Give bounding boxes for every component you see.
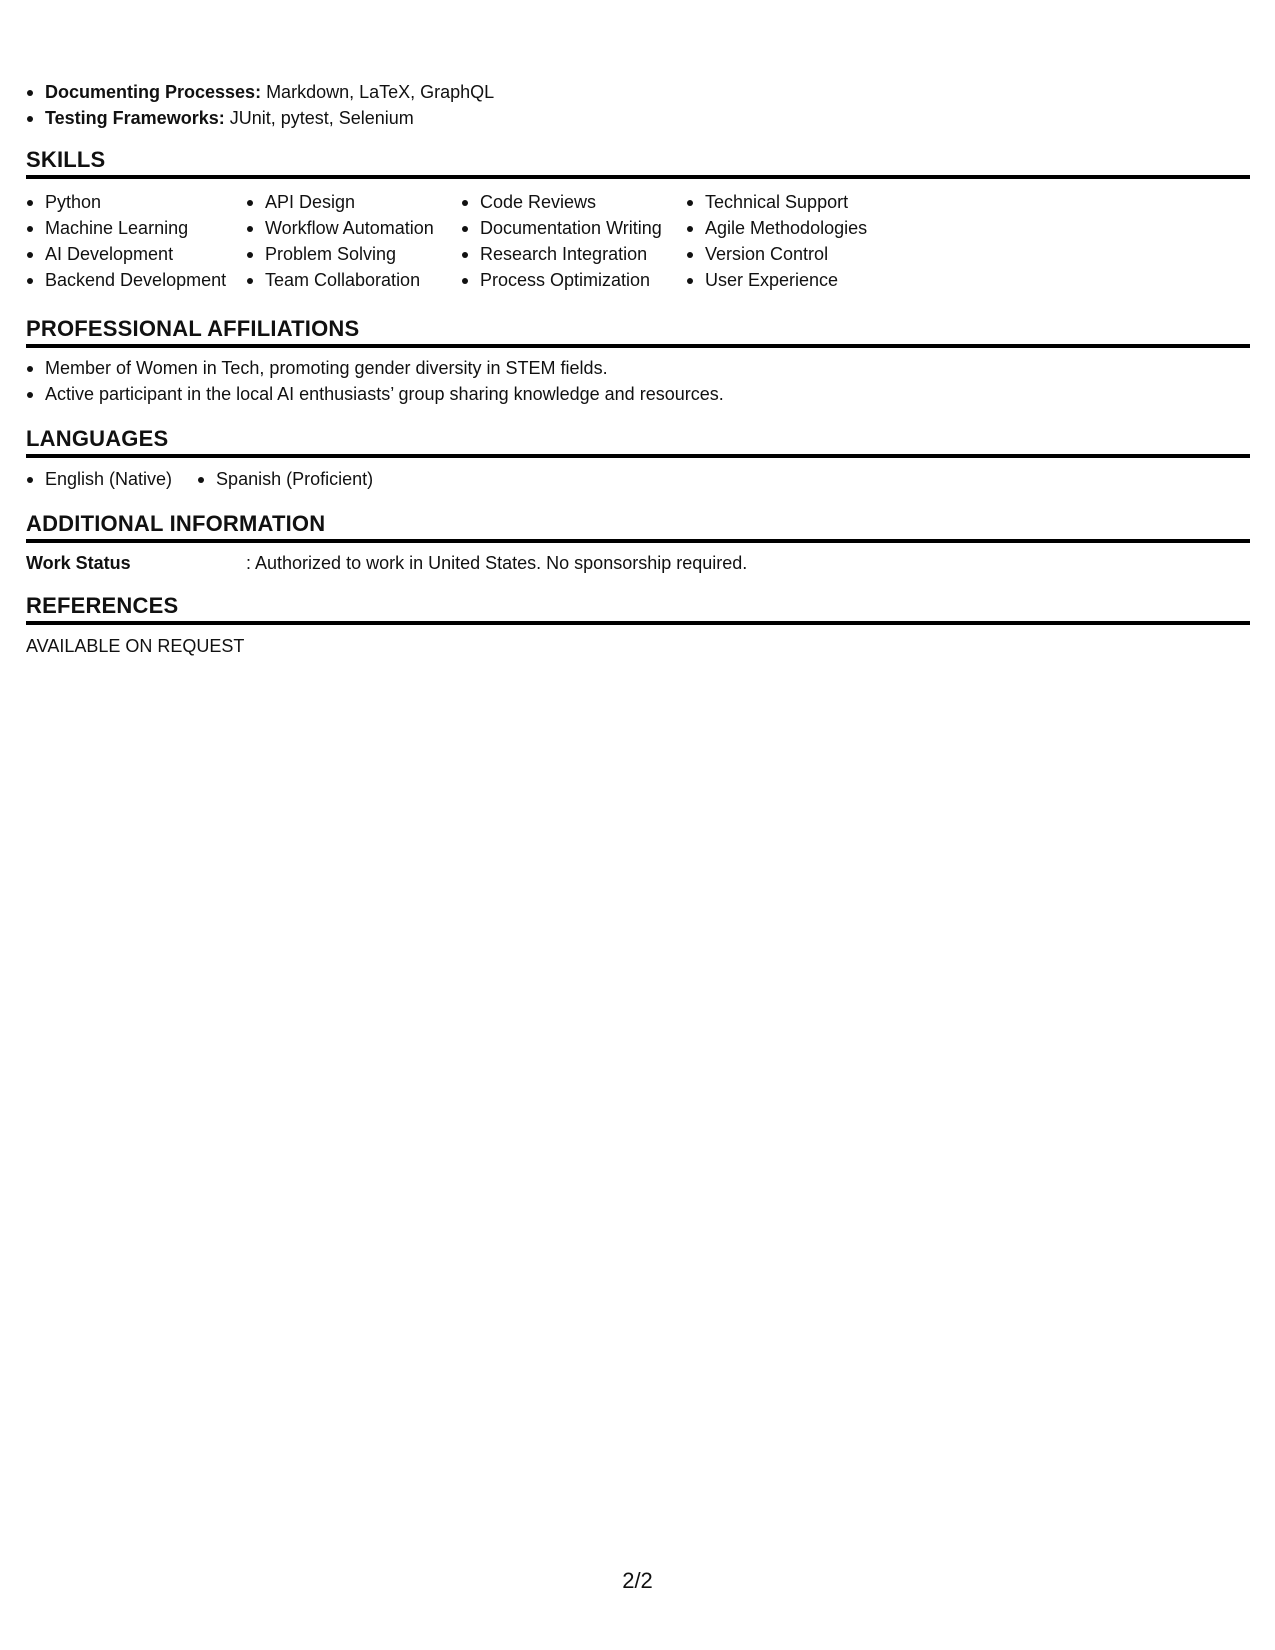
item-value: Markdown, LaTeX, GraphQL <box>261 82 495 102</box>
list-item <box>26 105 494 131</box>
list-item: Version Control <box>686 241 867 267</box>
list-item: Backend Development <box>26 267 226 293</box>
list-item: AI Development <box>26 241 226 267</box>
list-item: Member of Women in Tech, promoting gender diversity in STEM fields. <box>26 355 724 381</box>
work-status-value: : Authorized to work in United States. No sponsorship required. <box>246 553 748 573</box>
languages-list <box>26 466 398 492</box>
section-title-skills: SKILLS <box>26 146 1250 179</box>
list-item: Technical Support <box>686 189 867 215</box>
list-item: Spanish (Proficient) <box>197 466 373 492</box>
references-text: AVAILABLE ON REQUEST <box>26 636 245 656</box>
list-item: Machine Learning <box>26 215 226 241</box>
technical-skills-list <box>26 79 494 131</box>
section-title-references: REFERENCES <box>26 592 1250 625</box>
section-title-affiliations: PROFESSIONAL AFFILIATIONS <box>26 315 1250 348</box>
skills-column-2 <box>246 189 434 293</box>
list-item: Team Collaboration <box>246 267 434 293</box>
affiliations-list <box>26 355 724 407</box>
work-status-label: Work Status <box>26 553 131 573</box>
item-label: Testing Frameworks: <box>45 108 225 128</box>
list-item: Code Reviews <box>461 189 662 215</box>
list-item: Workflow Automation <box>246 215 434 241</box>
list-item: Research Integration <box>461 241 662 267</box>
list-item: Agile Methodologies <box>686 215 867 241</box>
list-item <box>26 79 494 105</box>
section-title-additional-information: ADDITIONAL INFORMATION <box>26 510 1250 543</box>
list-item: Problem Solving <box>246 241 434 267</box>
skills-column-1 <box>26 189 226 293</box>
list-item: Documentation Writing <box>461 215 662 241</box>
list-item: English (Native) <box>26 466 172 492</box>
list-item: Process Optimization <box>461 267 662 293</box>
list-item: User Experience <box>686 267 867 293</box>
item-label: Documenting Processes: <box>45 82 262 102</box>
item-value: JUnit, pytest, Selenium <box>224 108 414 128</box>
list-item: API Design <box>246 189 434 215</box>
section-title-languages: LANGUAGES <box>26 425 1250 458</box>
skills-column-4 <box>686 189 867 293</box>
skills-column-3 <box>461 189 662 293</box>
page-number: 2/2 <box>622 1568 653 1593</box>
list-item: Python <box>26 189 226 215</box>
list-item: Active participant in the local AI enthusiasts’ group sharing knowledge and resources. <box>26 381 724 407</box>
